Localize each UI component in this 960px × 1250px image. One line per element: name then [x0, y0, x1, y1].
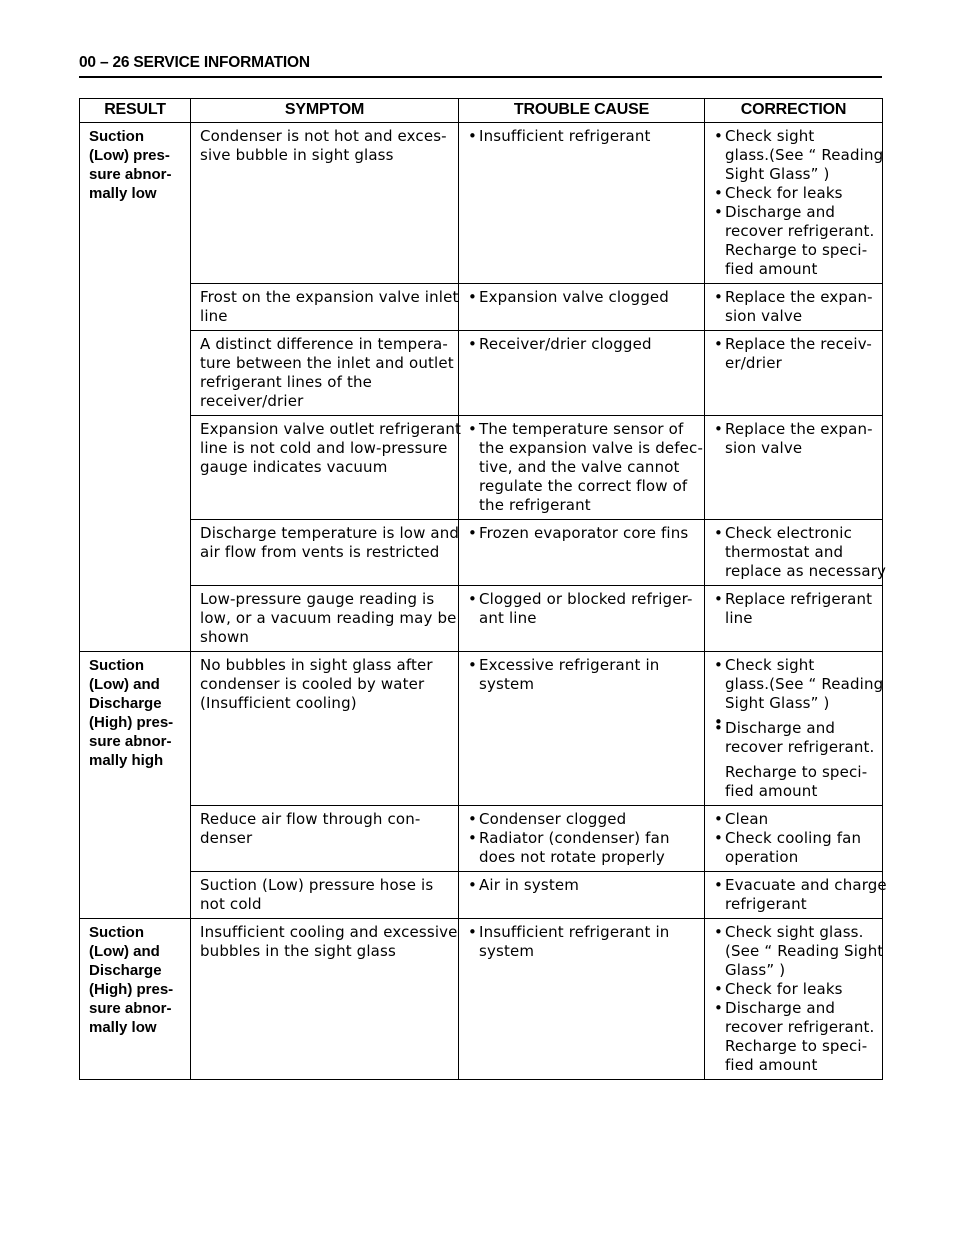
cause-cell [459, 872, 705, 919]
correction-item: • Replace the receiv- er/drier [714, 335, 880, 373]
cause-cell [459, 520, 705, 586]
correction-item: • Clean [714, 810, 880, 829]
column-header-result: RESULT [80, 99, 191, 123]
symptom-cell: A distinct difference in tempera- ture between the inlet and outlet refrigerant lines of the receiver/drier [191, 331, 459, 416]
correction-item: • Discharge and recover refrigerant. [714, 719, 880, 757]
correction-item: • Evacuate and charge refrigerant [714, 876, 880, 914]
correction-item: • Check sight glass. (See “ Reading Sight Glass” ) [714, 923, 880, 980]
correction-cell [705, 919, 883, 1080]
correction-cell [705, 520, 887, 586]
cause-item: • Insufficient refrigerant in system [468, 923, 702, 961]
result-cell: Suction (Low) pres- sure abnor- mally low [80, 123, 191, 652]
table-row [80, 652, 883, 806]
cause-item: • The temperature sensor of the expansion valve is defec- tive, and the valve cannot regulate the correct flow of the refrigerant [468, 420, 702, 515]
table-row [80, 123, 883, 284]
symptom-cell: Expansion valve outlet refrigerant line is not cold and low-pressure gauge indicates vacuum [191, 416, 459, 520]
correction-item: • Check sight glass.(See “ Reading Sight Glass” ) [714, 127, 880, 184]
symptom-cell: Frost on the expansion valve inlet line [191, 284, 459, 331]
result-cell: Suction (Low) and Discharge (High) pres- sure abnor- mally high [80, 652, 191, 919]
cause-cell [459, 284, 705, 331]
symptom-cell: Condenser is not hot and exces- sive bubble in sight glass [191, 123, 459, 284]
cause-cell [459, 919, 705, 1080]
cause-item: • Expansion valve clogged [468, 288, 702, 307]
symptom-cell: Discharge temperature is low and air flow from vents is restricted [191, 520, 459, 586]
table-row [80, 872, 883, 919]
correction-item: • Check electronic thermostat and replace as necessary [714, 524, 880, 581]
symptom-cell: Suction (Low) pressure hose is not cold [191, 872, 459, 919]
table-row [80, 331, 883, 416]
table-row [80, 284, 883, 331]
correction-item: • Replace the expan- sion valve [714, 420, 880, 458]
page-title: 00 – 26 SERVICE INFORMATION [79, 54, 310, 71]
correction-cell [705, 284, 883, 331]
symptom-cell: No bubbles in sight glass after condenser is cooled by water (Insufficient cooling) [191, 652, 459, 806]
cause-item: • Excessive refrigerant in system [468, 656, 702, 694]
page-header [79, 54, 882, 78]
column-header-correction: CORRECTION [705, 99, 883, 123]
correction-item: • Replace the expan- sion valve [714, 288, 880, 326]
table-header-row [80, 99, 883, 123]
correction-cell [705, 652, 883, 806]
correction-cell [705, 416, 883, 520]
correction-item: • Check sight glass.(See “ Reading Sight Glass” ) [714, 656, 880, 713]
cause-cell [459, 331, 705, 416]
troubleshooting-table [79, 98, 887, 1080]
symptom-cell: Insufficient cooling and excessive bubbles in the sight glass [191, 919, 459, 1080]
cause-cell [459, 123, 705, 284]
cause-item: • Condenser clogged [468, 810, 702, 829]
cause-item: • Insufficient refrigerant [468, 127, 702, 146]
correction-item: • Check cooling fan operation [714, 829, 880, 867]
table-row [80, 520, 883, 586]
correction-extra: Recharge to speci- fied amount [725, 763, 868, 800]
correction-item: • Discharge and recover refrigerant. Recharge to speci- fied amount [714, 999, 880, 1075]
correction-item: • Replace refrigerant line [714, 590, 880, 628]
result-cell: Suction (Low) and Discharge (High) pres- sure abnor- mally low [80, 919, 191, 1080]
correction-item: • Check for leaks [714, 980, 880, 999]
table-row [80, 919, 883, 1080]
correction-item: • Check for leaks [714, 184, 880, 203]
column-header-symptom: SYMPTOM [191, 99, 459, 123]
symptom-cell: Reduce air flow through con- denser [191, 806, 459, 872]
cause-item: • Radiator (condenser) fan does not rotate properly [468, 829, 702, 867]
cause-cell [459, 652, 705, 806]
cause-item: • Air in system [468, 876, 702, 895]
table-row [80, 806, 883, 872]
column-header-trouble-cause: TROUBLE CAUSE [459, 99, 705, 123]
correction-cell [705, 331, 883, 416]
table-row [80, 586, 883, 652]
cause-cell [459, 416, 705, 520]
cause-item: • Receiver/drier clogged [468, 335, 702, 354]
correction-cell [705, 872, 887, 919]
correction-item: • Discharge and recover refrigerant. Recharge to speci- fied amount [714, 203, 880, 279]
cause-item: • Clogged or blocked refriger- ant line [468, 590, 702, 628]
cause-cell [459, 806, 705, 872]
correction-cell [705, 123, 883, 284]
table-row [80, 416, 883, 520]
correction-cell [705, 586, 883, 652]
correction-cell [705, 806, 883, 872]
cause-cell [459, 586, 705, 652]
cause-item: • Frozen evaporator core fins [468, 524, 702, 543]
symptom-cell: Low-pressure gauge reading is low, or a vacuum reading may be shown [191, 586, 459, 652]
